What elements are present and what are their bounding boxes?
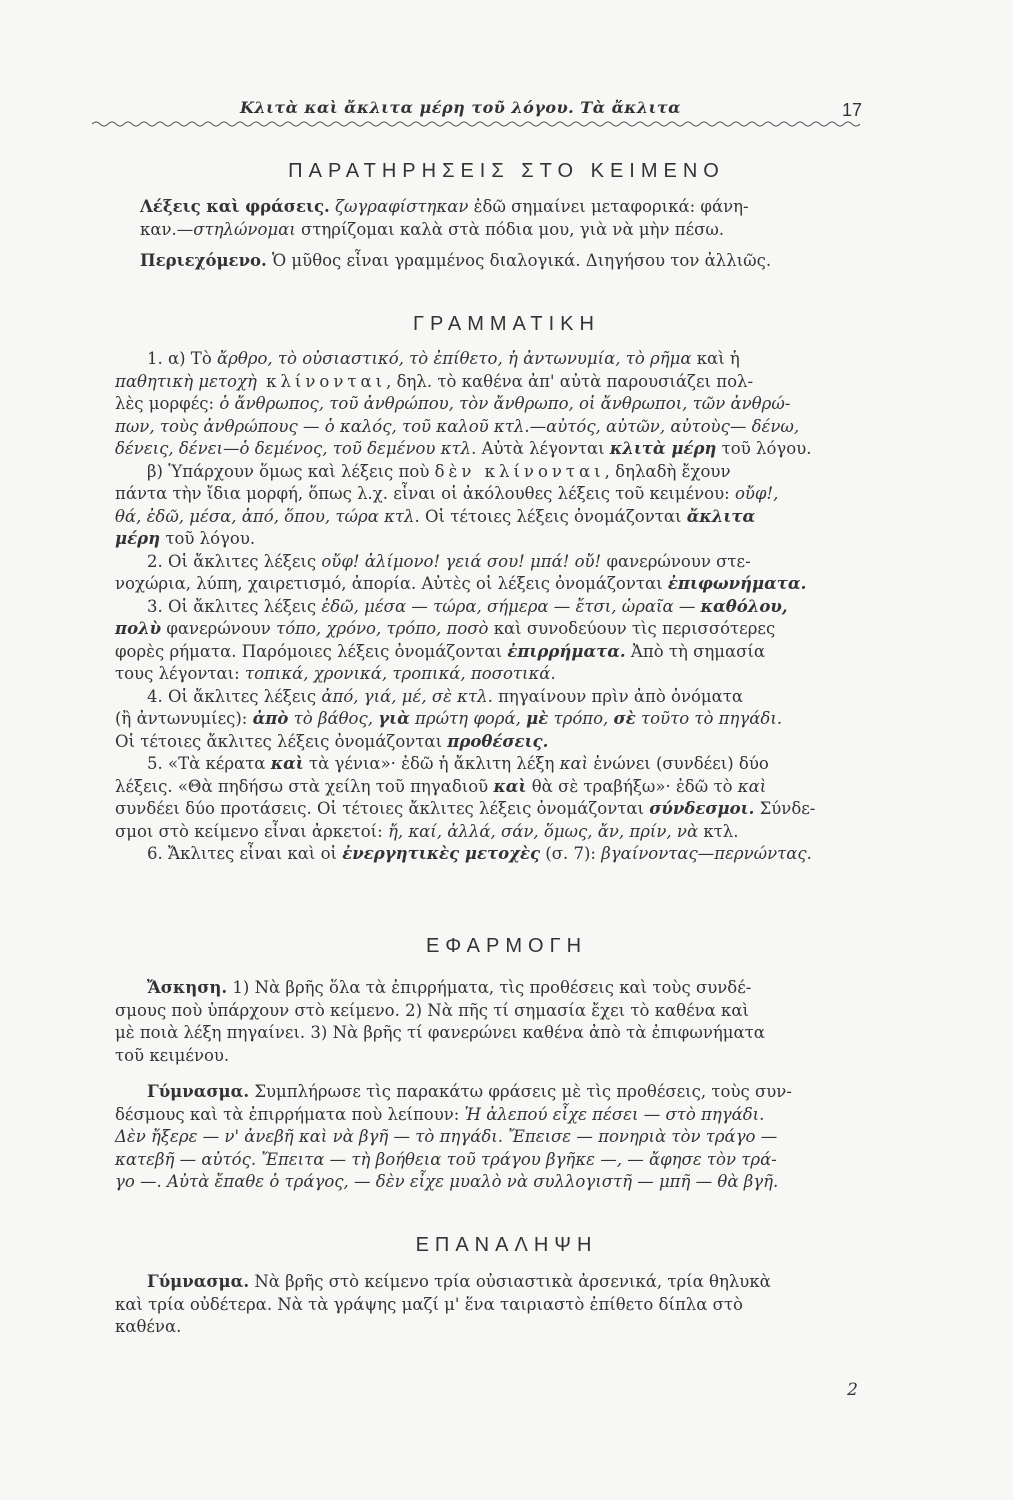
signature-mark: 2 bbox=[847, 1380, 858, 1400]
text: νοχώρια, λύπη, χαιρετισμό, ἀπορία. Αὐτὲς οἱ λέξεις ὀνομάζονται bbox=[115, 574, 668, 593]
term: ἄρθρο, τὸ οὐσιαστικό, τὸ ἐπίθετο, ἡ ἀντωνυμία, τὸ ρῆμα bbox=[217, 349, 692, 368]
grammar-line bbox=[115, 371, 865, 394]
text: φανερώνουν στε- bbox=[601, 551, 751, 571]
grammar-line bbox=[115, 708, 865, 731]
text: 4. Οἱ ἄκλιτες λέξεις bbox=[147, 686, 322, 706]
bold-term: γιὰ bbox=[378, 709, 410, 728]
exercise-line: μὲ ποιὰ λέξη πηγαίνει. 3) Νὰ βρῆς τί φανερώνει καθένα ἀπὸ τὰ ἐπιφωνήματα bbox=[115, 1023, 765, 1042]
bold-term: καὶ bbox=[270, 754, 304, 773]
term: καὶ bbox=[737, 776, 767, 796]
bold-term: καὶ bbox=[493, 776, 527, 796]
term: τόπο, χρόνο, τρόπο, ποσὸ bbox=[276, 619, 489, 638]
gymnasma-line bbox=[115, 1081, 865, 1104]
term: θά, ἐδῶ, μέσα, ἀπό, ὅπου, τώρα κτλ. bbox=[115, 506, 420, 526]
gymnasma-line bbox=[115, 1104, 865, 1127]
grammar-line bbox=[115, 821, 865, 844]
bold-term: ἐπιρρήματα. bbox=[507, 641, 626, 661]
text: καν.— bbox=[140, 219, 194, 239]
grammar-line bbox=[115, 686, 865, 709]
text: κτλ. bbox=[698, 821, 739, 841]
grammar-line bbox=[115, 618, 865, 641]
text: Νὰ βρῆς στὸ κείμενο τρία οὐσιαστικὰ ἀρσενικά, τρία θηλυκὰ bbox=[249, 1272, 771, 1291]
text: θὰ σὲ τραβήξω»· ἐδῶ τὸ bbox=[526, 776, 738, 796]
grammar-line bbox=[115, 506, 865, 529]
text: Σύνδε- bbox=[754, 799, 816, 818]
text: τοῦ λόγου. bbox=[160, 529, 256, 548]
text: 1) Νὰ βρῆς ὅλα τὰ ἐπιρρήματα, τὶς προθέσεις καὶ τοὺς συνδέ- bbox=[227, 978, 752, 997]
text: δέσμους καὶ τὰ ἐπιρρήματα ποὺ λείπουν: bbox=[115, 1104, 465, 1124]
grammar-body bbox=[115, 348, 865, 866]
grammar-line bbox=[115, 551, 865, 574]
text: στηρίζομαι καλὰ στὰ πόδια μου, γιὰ νὰ μὴν πέσω. bbox=[295, 219, 725, 239]
grammar-line bbox=[115, 798, 865, 821]
spaced-term: κλίνονται bbox=[256, 371, 387, 391]
review-line bbox=[115, 1271, 865, 1294]
term: βγαίνοντας—περνώντας. bbox=[601, 844, 812, 863]
term: πρώτη φορά, bbox=[409, 709, 527, 728]
grammar-line bbox=[115, 731, 865, 754]
text: τους λέγονται: bbox=[115, 664, 245, 683]
text: λέξεις. «Θὰ πηδήσω στὰ χείλη τοῦ πηγαδιοῦ bbox=[115, 776, 494, 796]
review-body bbox=[115, 1271, 865, 1339]
term: δένεις, δένει—ὁ δεμένος, τοῦ δεμένου κτλ. bbox=[115, 439, 477, 458]
bold-term: ἐπιφωνήματα. bbox=[667, 574, 807, 593]
bold-term: πολὺ bbox=[115, 619, 162, 638]
bold-term: κλιτὰ μέρη bbox=[609, 439, 717, 458]
text: Οἱ τέτοιες λέξεις ὀνομάζονται bbox=[419, 506, 687, 526]
text: 3. Οἱ ἄκλιτες λέξεις bbox=[147, 596, 322, 616]
lexeis-line-2 bbox=[140, 219, 865, 242]
bold-term: ἄκλιτα bbox=[686, 506, 756, 526]
text: 2. Οἱ ἄκλιτες λέξεις bbox=[147, 551, 322, 571]
text: Οἱ τέτοιες ἄκλιτες λέξεις ὀνομάζονται bbox=[115, 731, 448, 751]
review-line: καθένα. bbox=[115, 1317, 182, 1336]
text: ἐδῶ σημαίνει μεταφορικά: φάνη- bbox=[468, 197, 749, 216]
wavy-rule bbox=[92, 120, 862, 128]
term: ὁ ἄνθρωπος, τοῦ ἀνθρώπου, τὸν ἄνθρωπο, οἱ ἄνθρωποι, τῶν ἀνθρώ- bbox=[219, 394, 791, 413]
text: ἑνώνει (συνδέει) δύο bbox=[588, 754, 769, 773]
grammar-line bbox=[115, 663, 865, 686]
grammar-heading: ΓΡΑΜΜΑΤΙΚΗ bbox=[413, 313, 600, 335]
grammar-line bbox=[115, 528, 865, 551]
bold-term: προθέσεις. bbox=[447, 731, 549, 751]
exercise-line: σμους ποὺ ὑπάρχουν στὸ κείμενο. 2) Νὰ πῆς τί σημασία ἔχει τὸ καθένα καὶ bbox=[115, 1000, 749, 1020]
lexeis-line-1 bbox=[140, 196, 865, 219]
text: καὶ ἡ bbox=[691, 349, 740, 368]
term: ἀπό, γιά, μέ, σὲ κτλ. bbox=[321, 686, 493, 706]
text: φορὲς ρήματα. Παρόμοιες λέξεις ὀνομάζονται bbox=[115, 641, 508, 661]
grammar-line: πων, τοὺς ἀνθρώπους — ὁ καλός, τοῦ καλοῦ κτλ.—αὐτός, αὐτῶν, αὐτοὺς— δένω, bbox=[115, 416, 800, 436]
text: φανερώνουν bbox=[161, 619, 277, 638]
text: 6. Ἄκλιτες εἶναι καὶ οἱ bbox=[147, 844, 343, 863]
text: (σ. 7): bbox=[540, 844, 602, 863]
gymnasma-label: Γύμνασμα. bbox=[147, 1082, 250, 1101]
gymnasma-line: κατεβῆ — αὐτός. Ἔπειτα — τὴ βοήθεια τοῦ τράγου βγῆκε —, — ἄφησε τὸν τρά- bbox=[115, 1149, 777, 1169]
bold-term: μὲ bbox=[526, 709, 549, 728]
text: 1. α) Τὸ bbox=[147, 349, 217, 368]
review-heading: ΕΠΑΝΑΛΗΨΗ bbox=[415, 1234, 598, 1256]
content-line bbox=[140, 250, 865, 273]
page-number: 17 bbox=[841, 100, 862, 120]
text: 5. «Τὰ κέρατα bbox=[147, 754, 271, 773]
term: οὔφ! ἀλίμονο! γειά σου! μπά! οὔ! bbox=[321, 551, 602, 571]
running-header bbox=[92, 96, 862, 126]
grammar-line bbox=[115, 438, 865, 461]
application-body bbox=[115, 977, 865, 1194]
bold-term: καθόλου, bbox=[700, 596, 788, 616]
gymnasma-line: γο —. Αὐτὰ ἔπαθε ὁ τράγος, — δὲν εἶχε μυαλὸ νὰ συλλογιστῆ — μπῆ — θὰ βγῆ. bbox=[115, 1172, 779, 1191]
grammar-line bbox=[115, 483, 865, 506]
gymnasma-line: Δὲν ἤξερε — ν' ἀνεβῆ καὶ νὰ βγῆ — τὸ πηγάδι. Ἔπεισε — πονηριὰ τὸν τράγο — bbox=[115, 1127, 778, 1146]
notes-body bbox=[140, 196, 865, 273]
term: στηλώνομαι bbox=[193, 219, 296, 239]
text: πάντα τὴν ἴδια μορφή, ὅπως λ.χ. εἶναι οἱ ἀκόλουθες λέξεις τοῦ κειμένου: bbox=[115, 484, 735, 503]
term: οὔφ!, bbox=[734, 484, 779, 503]
term: τὸ βάθος, bbox=[288, 709, 379, 728]
text: , δηλ. τὸ καθένα ἀπ' αὐτὰ παρουσιάζει πολ- bbox=[386, 371, 754, 391]
text: Αὐτὰ λέγονται bbox=[476, 439, 610, 458]
text: σμοι στὸ κείμενο εἶναι ἀρκετοί: bbox=[115, 821, 388, 841]
exercise-line bbox=[115, 977, 865, 1000]
term: ἤ, καί, ἀλλά, σάν, ὅμως, ἄν, πρίν, νὰ bbox=[387, 821, 699, 841]
text: καὶ συνοδεύουν τὶς περισσότερες bbox=[488, 619, 776, 638]
content-label: Περιεχόμενο. bbox=[140, 251, 267, 270]
bold-term: ἐνεργητικὲς μετοχὲς bbox=[342, 844, 541, 863]
spaced-term: δὲν κλίνονται bbox=[434, 461, 605, 481]
text: β) Ὑπάρχουν ὅμως καὶ λέξεις ποὺ bbox=[147, 461, 435, 481]
text: (ἢ ἀντωνυμίες): bbox=[115, 709, 253, 728]
text: λὲς μορφές: bbox=[115, 394, 220, 413]
bold-term: μέρη bbox=[115, 529, 161, 548]
term: καὶ bbox=[559, 754, 589, 773]
term: τρόπο, bbox=[548, 709, 614, 728]
text: συνδέει δύο προτάσεις. Οἱ τέτοιες ἄκλιτες λέξεις ὀνομάζονται bbox=[115, 799, 650, 818]
review-line: καὶ τρία οὐδέτερα. Νὰ τὰ γράψης μαζί μ' ἕνα ταιριαστὸ ἐπίθετο δίπλα στὸ bbox=[115, 1294, 743, 1314]
grammar-line bbox=[115, 461, 865, 484]
grammar-line bbox=[115, 641, 865, 664]
grammar-line bbox=[115, 596, 865, 619]
bold-term: ἀπὸ bbox=[252, 709, 289, 728]
term: ἐδῶ, μέσα — τώρα, σήμερα — ἔτσι, ὡραῖα — bbox=[321, 596, 701, 616]
grammar-line bbox=[115, 393, 865, 416]
grammar-line bbox=[115, 573, 865, 596]
grammar-line bbox=[115, 843, 865, 866]
text: τοῦ λόγου. bbox=[716, 439, 812, 458]
grammar-line bbox=[115, 348, 865, 371]
bold-term: σύνδεσμοι. bbox=[649, 799, 755, 818]
text: Συμπλήρωσε τὶς παρακάτω φράσεις μὲ τὶς προθέσεις, τοὺς συν- bbox=[249, 1082, 792, 1101]
term: παθητικὴ μετοχὴ bbox=[115, 371, 257, 391]
notes-heading: ΠΑΡΑΤΗΡΗΣΕΙΣ ΣΤΟ ΚΕΙΜΕΝΟ bbox=[288, 160, 725, 182]
text: Ἀπὸ τὴ σημασία bbox=[625, 641, 766, 661]
grammar-line bbox=[115, 776, 865, 799]
term: Ἡ ἀλεπού εἶχε πέσει — στὸ πηγάδι. bbox=[464, 1104, 765, 1124]
bold-term: σὲ bbox=[613, 709, 636, 728]
application-heading: ΕΦΑΡΜΟΓΗ bbox=[425, 935, 588, 957]
term: τοπικά, χρονικά, τροπικά, ποσοτικά. bbox=[244, 664, 556, 683]
text: , δηλαδὴ ἔχουν bbox=[604, 461, 731, 481]
lexeis-label: Λέξεις καὶ φράσεις. bbox=[140, 197, 330, 216]
term: ζωγραφίστηκαν bbox=[335, 197, 469, 216]
running-title: Κλιτὰ καὶ ἄκλιτα μέρη τοῦ λόγου. Τὰ ἄκλιτα bbox=[240, 98, 681, 117]
exercise-line: τοῦ κειμένου. bbox=[115, 1045, 230, 1065]
text: τὰ γένια»· ἐδῶ ἡ ἄκλιτη λέξη bbox=[303, 754, 560, 773]
exercise-label: Ἄσκηση. bbox=[147, 978, 228, 997]
review-label: Γύμνασμα. bbox=[147, 1272, 250, 1291]
term: τοῦτο τὸ πηγάδι. bbox=[635, 709, 783, 728]
grammar-line bbox=[115, 753, 865, 776]
text: πηγαίνουν πρὶν ἀπὸ ὀνόματα bbox=[492, 686, 744, 706]
text: Ὁ μῦθος εἶναι γραμμένος διαλογικά. Διηγήσου τον ἀλλιῶς. bbox=[266, 251, 772, 270]
